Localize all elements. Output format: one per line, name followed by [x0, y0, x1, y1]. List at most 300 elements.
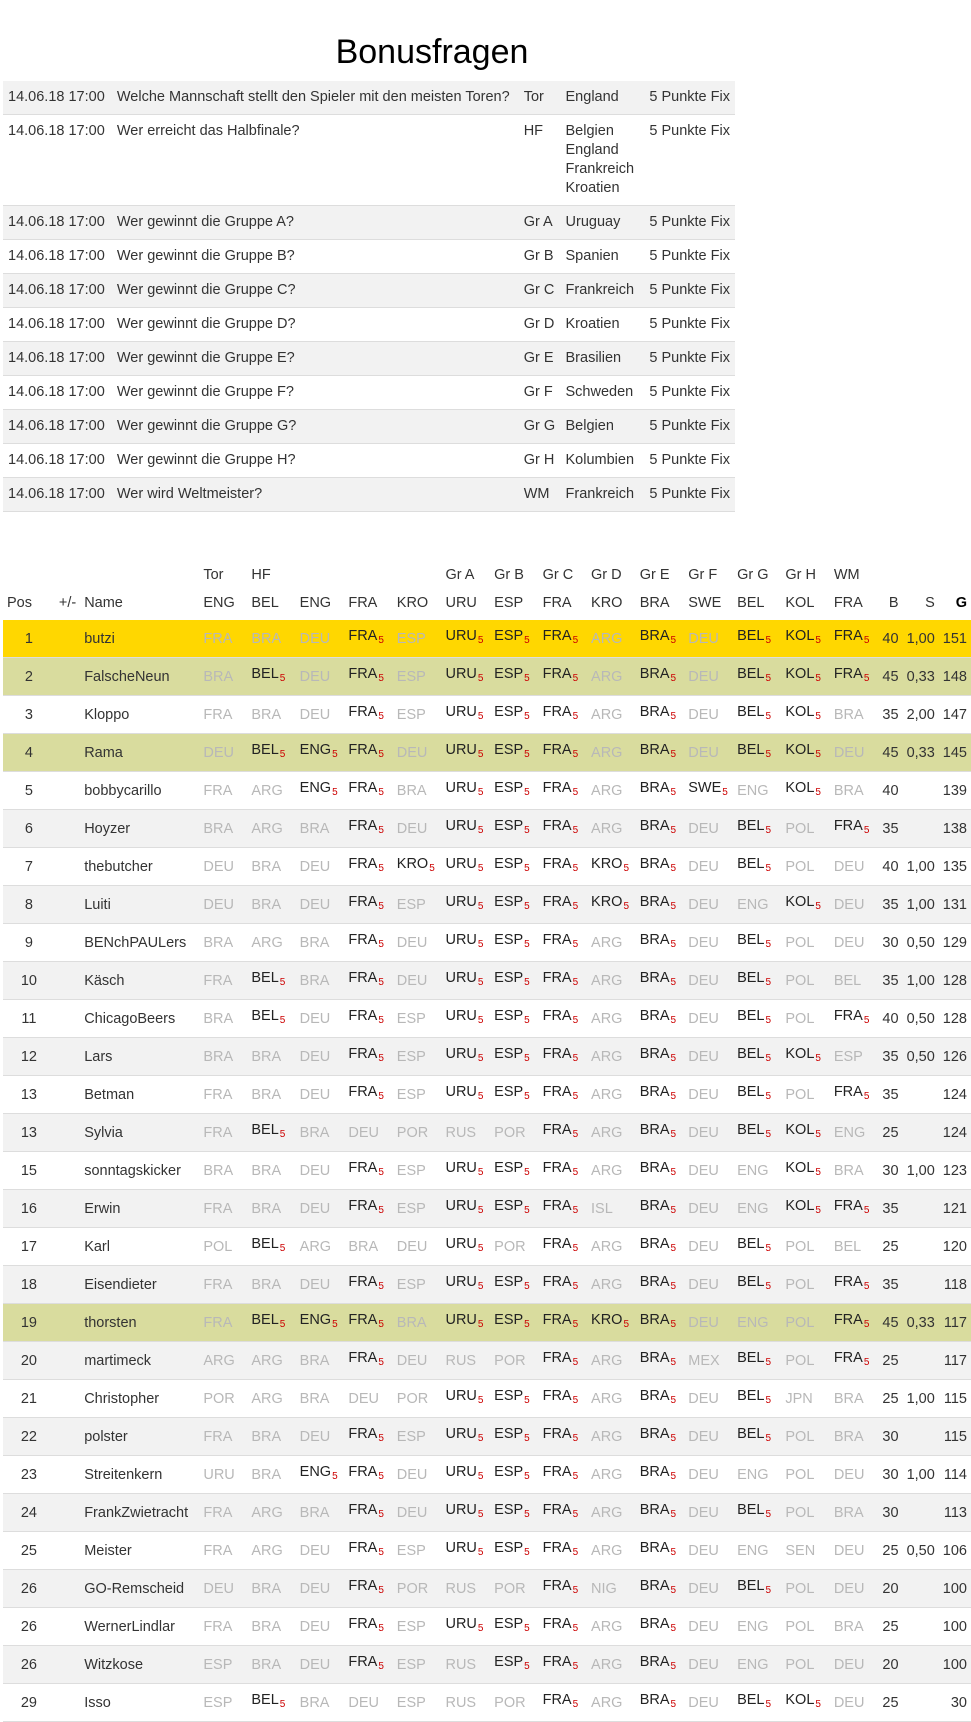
- tip-correct: URU: [445, 1388, 477, 1404]
- tip-wrong: ARG: [591, 972, 623, 989]
- tip-wrong: DEU: [688, 1048, 719, 1065]
- tip-cell: [344, 1570, 392, 1608]
- tip-correct: ESP: [494, 1464, 524, 1480]
- tip-cell: [781, 734, 829, 772]
- tip-cell: [344, 658, 392, 696]
- tip-wrong: BRA: [203, 668, 234, 685]
- tip-wrong: BRA: [251, 1580, 282, 1597]
- points-subscript: 5: [572, 1623, 579, 1634]
- tip-cell: [587, 1684, 636, 1722]
- tip-wrong: FRA: [203, 782, 233, 799]
- tip-correct: KOL: [785, 780, 815, 796]
- tip-correct: SWE: [688, 780, 722, 796]
- tip-correct: URU: [445, 894, 477, 910]
- tip-cell: [684, 1646, 733, 1684]
- question-short: Gr F: [519, 376, 561, 410]
- tip-correct: URU: [445, 628, 477, 644]
- rank-change: [55, 1228, 80, 1266]
- tip-cell: [587, 734, 636, 772]
- tip-wrong: ESP: [396, 668, 426, 685]
- tip-cell: [781, 772, 829, 810]
- tip-wrong: DEU: [688, 744, 719, 761]
- tip-cell: [587, 1494, 636, 1532]
- tip-cell: [247, 620, 295, 658]
- tip-cell: [296, 1570, 345, 1608]
- tip-correct: URU: [445, 742, 477, 758]
- points-subscript: 5: [572, 1357, 579, 1368]
- points-subscript: 5: [623, 1319, 630, 1330]
- tip-wrong: DEU: [299, 1162, 331, 1179]
- tip-wrong: DEU: [299, 706, 331, 723]
- tip-correct: BRA: [639, 1692, 670, 1708]
- ranking-row[interactable]: [3, 1494, 971, 1532]
- tip-cell: [781, 1418, 829, 1456]
- tip-wrong: ARG: [591, 934, 623, 951]
- tip-cell: [296, 1076, 345, 1114]
- tip-cell: [684, 1608, 733, 1646]
- tip-cell: [296, 886, 345, 924]
- points-subscript: 5: [765, 1129, 772, 1140]
- tip-correct: FRA: [348, 1426, 378, 1442]
- column-header: [939, 564, 971, 592]
- tip-wrong: DEU: [299, 1086, 331, 1103]
- question-row: [3, 115, 735, 206]
- tip-correct: BRA: [639, 894, 670, 910]
- total-points: 100: [939, 1608, 971, 1646]
- points-subscript: 5: [477, 1547, 484, 1558]
- player-name: Witzkose: [80, 1646, 199, 1684]
- tip-correct: BRA: [639, 1540, 670, 1556]
- tip-correct: FRA: [542, 1046, 572, 1062]
- tip-cell: [344, 1190, 392, 1228]
- tip-cell: [830, 1000, 879, 1038]
- tip-cell: [636, 810, 685, 848]
- tip-cell: [539, 772, 587, 810]
- question-answers: [561, 478, 645, 512]
- tip-correct: FRA: [542, 666, 572, 682]
- points-subscript: 5: [670, 825, 677, 836]
- column-header: HF: [251, 567, 271, 583]
- ranking-row[interactable]: [3, 1532, 971, 1570]
- tip-correct: ESP: [494, 666, 524, 682]
- tip-wrong: ENG: [833, 1124, 866, 1141]
- points-subscript: 5: [477, 1167, 484, 1178]
- bonus-points: 35: [878, 886, 902, 924]
- tip-cell: [636, 1380, 685, 1418]
- question-row: [3, 81, 735, 115]
- tip-cell: [733, 1494, 781, 1532]
- column-header: URU: [445, 595, 477, 611]
- tip-wrong: BRA: [833, 706, 864, 723]
- points-subscript: 5: [670, 1129, 677, 1140]
- tip-correct: KRO: [591, 856, 623, 872]
- tip-correct: BRA: [639, 666, 670, 682]
- bonus-points: 30: [878, 924, 902, 962]
- tip-cell: [539, 1304, 587, 1342]
- points-subscript: 5: [524, 1509, 530, 1520]
- points-subscript: 5: [670, 1623, 677, 1634]
- tip-cell: [539, 1608, 587, 1646]
- tip-correct: ESP: [494, 1274, 524, 1290]
- tip-cell: [247, 1684, 295, 1722]
- total-points: 148: [939, 658, 971, 696]
- tip-cell: [587, 1456, 636, 1494]
- tip-cell: [781, 1076, 829, 1114]
- points-subscript: 5: [477, 787, 484, 798]
- rank-position: 29: [3, 1684, 55, 1722]
- ranking-row[interactable]: [3, 658, 971, 696]
- bonus-points: 35: [878, 962, 902, 1000]
- tip-correct: FRA: [542, 1616, 572, 1632]
- tip-cell: [393, 848, 442, 886]
- tip-correct: KOL: [785, 1046, 815, 1062]
- tip-wrong: POL: [785, 1618, 815, 1635]
- tip-cell: [441, 658, 490, 696]
- points-subscript: 5: [332, 749, 338, 760]
- column-header: G: [955, 595, 967, 611]
- tip-cell: [247, 1114, 295, 1152]
- tip-wrong: ESP: [396, 1542, 426, 1559]
- tip-correct: BEL: [737, 1578, 765, 1594]
- points-subscript: 5: [765, 673, 772, 684]
- bonus-questions-table: [3, 81, 735, 512]
- ranking-row[interactable]: [3, 1038, 971, 1076]
- question-date: 14.06.18 17:00: [3, 308, 112, 342]
- tip-cell: [344, 1114, 392, 1152]
- tip-wrong: RUS: [445, 1580, 477, 1597]
- tip-correct: FRA: [348, 1274, 378, 1290]
- ranking-row[interactable]: [3, 1076, 971, 1114]
- column-header: [878, 564, 902, 592]
- ranking-row[interactable]: [3, 620, 971, 658]
- tip-cell: [247, 1646, 295, 1684]
- tip-cell: [296, 696, 345, 734]
- tip-correct: FRA: [348, 1084, 378, 1100]
- column-header: FRA: [542, 595, 572, 611]
- tip-cell: [490, 696, 538, 734]
- tip-cell: [393, 924, 442, 962]
- tip-wrong: ARG: [591, 1086, 623, 1103]
- tip-cell: [684, 658, 733, 696]
- tip-cell: [393, 1418, 442, 1456]
- tip-wrong: POL: [785, 934, 815, 951]
- question-answers: [561, 308, 645, 342]
- tip-correct: BEL: [737, 742, 765, 758]
- tip-correct: FRA: [348, 1502, 378, 1518]
- tip-cell: [587, 1000, 636, 1038]
- tip-cell: [344, 1418, 392, 1456]
- tip-cell: [781, 1304, 829, 1342]
- points-subscript: 5: [378, 939, 384, 950]
- column-header: SWE: [688, 595, 722, 611]
- ranking-row[interactable]: [3, 1684, 971, 1722]
- tip-cell: [393, 734, 442, 772]
- total-points: 139: [939, 772, 971, 810]
- ranking-row[interactable]: [3, 1570, 971, 1608]
- tip-wrong: DEU: [396, 1352, 428, 1369]
- ranking-row[interactable]: [3, 1456, 971, 1494]
- tip-wrong: BRA: [251, 858, 282, 875]
- tip-correct: BEL: [737, 932, 765, 948]
- points-subscript: 5: [378, 1205, 384, 1216]
- column-header: Tor: [203, 567, 224, 583]
- tip-wrong: ESP: [203, 1694, 233, 1711]
- question-date: 14.06.18 17:00: [3, 240, 112, 274]
- points-subscript: 5: [572, 1015, 579, 1026]
- tip-cell: [490, 734, 538, 772]
- points-subscript: 5: [279, 1129, 286, 1140]
- answer-item: Brasilien: [565, 350, 622, 366]
- points-subscript: 5: [524, 1433, 530, 1444]
- ranking-row[interactable]: [3, 962, 971, 1000]
- ranking-row[interactable]: [3, 734, 971, 772]
- rank-position: 25: [3, 1532, 55, 1570]
- score-s: [903, 1114, 939, 1152]
- question-short: Tor: [519, 81, 561, 115]
- tip-cell: [636, 1456, 685, 1494]
- score-s: 0,33: [903, 734, 939, 772]
- points-subscript: 5: [670, 1699, 677, 1710]
- tip-correct: KOL: [785, 742, 815, 758]
- points-subscript: 5: [572, 1319, 579, 1330]
- ranking-row[interactable]: [3, 924, 971, 962]
- points-subscript: 5: [572, 1699, 579, 1710]
- rank-position: 11: [3, 1000, 55, 1038]
- points-subscript: 5: [765, 1699, 772, 1710]
- tip-wrong: ESP: [396, 630, 426, 647]
- points-subscript: 5: [279, 977, 286, 988]
- ranking-row[interactable]: [3, 772, 971, 810]
- points-subscript: 5: [378, 863, 384, 874]
- tip-cell: [441, 1038, 490, 1076]
- bonus-points: 25: [878, 1228, 902, 1266]
- bonus-points: 25: [878, 1608, 902, 1646]
- tip-cell: [684, 1038, 733, 1076]
- tip-correct: ESP: [494, 1502, 524, 1518]
- tip-correct: URU: [445, 1236, 477, 1252]
- tip-cell: [247, 1418, 295, 1456]
- tip-wrong: FRA: [203, 630, 233, 647]
- ranking-row[interactable]: [3, 1228, 971, 1266]
- tip-correct: BEL: [737, 628, 765, 644]
- rank-position: 2: [3, 658, 55, 696]
- tip-correct: BEL: [251, 1692, 279, 1708]
- tip-correct: BRA: [639, 1008, 670, 1024]
- tip-correct: BEL: [737, 704, 765, 720]
- rank-position: 5: [3, 772, 55, 810]
- tip-cell: [733, 1418, 781, 1456]
- tip-cell: [344, 734, 392, 772]
- tip-cell: [539, 924, 587, 962]
- tip-correct: FRA: [542, 742, 572, 758]
- total-points: 100: [939, 1646, 971, 1684]
- ranking-row[interactable]: [3, 886, 971, 924]
- total-points: 131: [939, 886, 971, 924]
- tip-cell: [830, 1646, 879, 1684]
- points-subscript: 5: [378, 1471, 384, 1482]
- tip-wrong: DEU: [833, 934, 865, 951]
- tip-cell: [830, 848, 879, 886]
- ranking-row[interactable]: [3, 1190, 971, 1228]
- points-subscript: 5: [815, 673, 821, 684]
- tip-correct: URU: [445, 780, 477, 796]
- points-subscript: 5: [477, 1471, 484, 1482]
- total-points: 106: [939, 1532, 971, 1570]
- tip-cell: [199, 772, 247, 810]
- tip-cell: [636, 1570, 685, 1608]
- tip-correct: ESP: [494, 818, 524, 834]
- player-name: Lars: [80, 1038, 199, 1076]
- tip-cell: [344, 848, 392, 886]
- tip-correct: BEL: [251, 1122, 279, 1138]
- tip-cell: [490, 1152, 538, 1190]
- tip-cell: [490, 1076, 538, 1114]
- tip-wrong: JPN: [785, 1390, 813, 1407]
- tip-correct: FRA: [542, 1122, 572, 1138]
- question-points: 5 Punkte Fix: [644, 240, 735, 274]
- tip-correct: FRA: [542, 894, 572, 910]
- points-subscript: 5: [572, 711, 579, 722]
- tip-cell: [441, 1684, 490, 1722]
- tip-cell: [684, 1000, 733, 1038]
- points-subscript: 5: [765, 749, 772, 760]
- ranking-row[interactable]: [3, 1646, 971, 1684]
- tip-correct: BEL: [737, 818, 765, 834]
- tip-wrong: ESP: [203, 1656, 233, 1673]
- rank-change: [55, 658, 80, 696]
- player-name: Streitenkern: [80, 1456, 199, 1494]
- tip-wrong: ARG: [591, 668, 623, 685]
- points-subscript: 5: [378, 1319, 384, 1330]
- tip-wrong: BRA: [396, 782, 427, 799]
- points-subscript: 5: [524, 1281, 530, 1292]
- bonus-points: 40: [878, 620, 902, 658]
- tip-cell: [247, 1038, 295, 1076]
- ranking-row[interactable]: [3, 1304, 971, 1342]
- tip-cell: [393, 1190, 442, 1228]
- question-text: Wer wird Weltmeister?: [112, 478, 519, 512]
- tip-wrong: ENG: [737, 1314, 769, 1331]
- ranking-row[interactable]: [3, 1608, 971, 1646]
- answer-item: Kolumbien: [565, 452, 635, 468]
- points-subscript: 5: [623, 863, 630, 874]
- tip-wrong: DEU: [396, 1466, 428, 1483]
- tip-correct: FRA: [542, 932, 572, 948]
- ranking-row[interactable]: [3, 1342, 971, 1380]
- score-s: 1,00: [903, 1380, 939, 1418]
- rank-change: [55, 1038, 80, 1076]
- ranking-row[interactable]: [3, 696, 971, 734]
- ranking-row[interactable]: [3, 848, 971, 886]
- tip-correct: ESP: [494, 1426, 524, 1442]
- tip-cell: [296, 1684, 345, 1722]
- ranking-row[interactable]: [3, 810, 971, 848]
- tip-cell: [199, 924, 247, 962]
- tip-wrong: DEU: [203, 744, 234, 761]
- tip-cell: [684, 886, 733, 924]
- question-text: Wer gewinnt die Gruppe A?: [112, 206, 519, 240]
- tip-cell: [247, 1570, 295, 1608]
- tip-wrong: DEU: [688, 1656, 719, 1673]
- points-subscript: 5: [524, 711, 530, 722]
- tip-cell: [587, 1570, 636, 1608]
- score-s: [903, 810, 939, 848]
- score-s: 0,50: [903, 1000, 939, 1038]
- tip-cell: [344, 1532, 392, 1570]
- points-subscript: 5: [670, 1053, 677, 1064]
- tip-cell: [393, 1152, 442, 1190]
- tip-cell: [684, 1494, 733, 1532]
- ranking-row[interactable]: [3, 1114, 971, 1152]
- tip-wrong: NIG: [591, 1580, 617, 1597]
- tip-cell: [830, 1342, 879, 1380]
- tip-correct: BRA: [639, 1426, 670, 1442]
- tip-cell: [684, 1266, 733, 1304]
- ranking-row[interactable]: [3, 1266, 971, 1304]
- rank-change: [55, 1076, 80, 1114]
- ranking-row[interactable]: [3, 1380, 971, 1418]
- tip-cell: [636, 734, 685, 772]
- points-subscript: 5: [524, 825, 530, 836]
- total-points: 114: [939, 1456, 971, 1494]
- points-subscript: 5: [815, 635, 821, 646]
- player-name: thebutcher: [80, 848, 199, 886]
- tip-wrong: ARG: [203, 1352, 235, 1369]
- tip-correct: BEL: [251, 1008, 279, 1024]
- tip-cell: [441, 1152, 490, 1190]
- tip-cell: [587, 848, 636, 886]
- answer-item: Frankreich: [565, 161, 635, 177]
- tip-wrong: POL: [785, 1086, 815, 1103]
- tip-cell: [636, 1532, 685, 1570]
- tip-wrong: DEU: [299, 1618, 331, 1635]
- tip-correct: BRA: [639, 1122, 670, 1138]
- ranking-row[interactable]: [3, 1418, 971, 1456]
- tip-correct: ESP: [494, 1654, 524, 1670]
- tip-correct: FRA: [348, 628, 378, 644]
- tip-wrong: BRA: [251, 1428, 282, 1445]
- tip-cell: [587, 696, 636, 734]
- tip-wrong: BRA: [299, 934, 330, 951]
- tip-wrong: BRA: [251, 1276, 282, 1293]
- tip-cell: [684, 1418, 733, 1456]
- tip-correct: FRA: [348, 1008, 378, 1024]
- tip-correct: FRA: [542, 1464, 572, 1480]
- tip-correct: FRA: [542, 1084, 572, 1100]
- total-points: 124: [939, 1076, 971, 1114]
- tip-wrong: FRA: [203, 1428, 233, 1445]
- tip-cell: [199, 1570, 247, 1608]
- ranking-row[interactable]: [3, 1000, 971, 1038]
- tip-cell: [539, 1342, 587, 1380]
- tip-correct: FRA: [542, 1236, 572, 1252]
- points-subscript: 5: [815, 901, 821, 912]
- ranking-row[interactable]: [3, 1152, 971, 1190]
- points-subscript: 5: [524, 1015, 530, 1026]
- tip-cell: [441, 1114, 490, 1152]
- points-subscript: 5: [863, 1015, 870, 1026]
- tip-cell: [733, 658, 781, 696]
- question-text: Wer gewinnt die Gruppe C?: [112, 274, 519, 308]
- tip-wrong: DEU: [833, 896, 865, 913]
- points-subscript: 5: [863, 1319, 870, 1330]
- total-points: 120: [939, 1228, 971, 1266]
- question-points: 5 Punkte Fix: [644, 444, 735, 478]
- tip-wrong: DEU: [348, 1124, 379, 1141]
- points-subscript: 5: [670, 1471, 677, 1482]
- bonus-points: 45: [878, 1304, 902, 1342]
- score-s: 1,00: [903, 886, 939, 924]
